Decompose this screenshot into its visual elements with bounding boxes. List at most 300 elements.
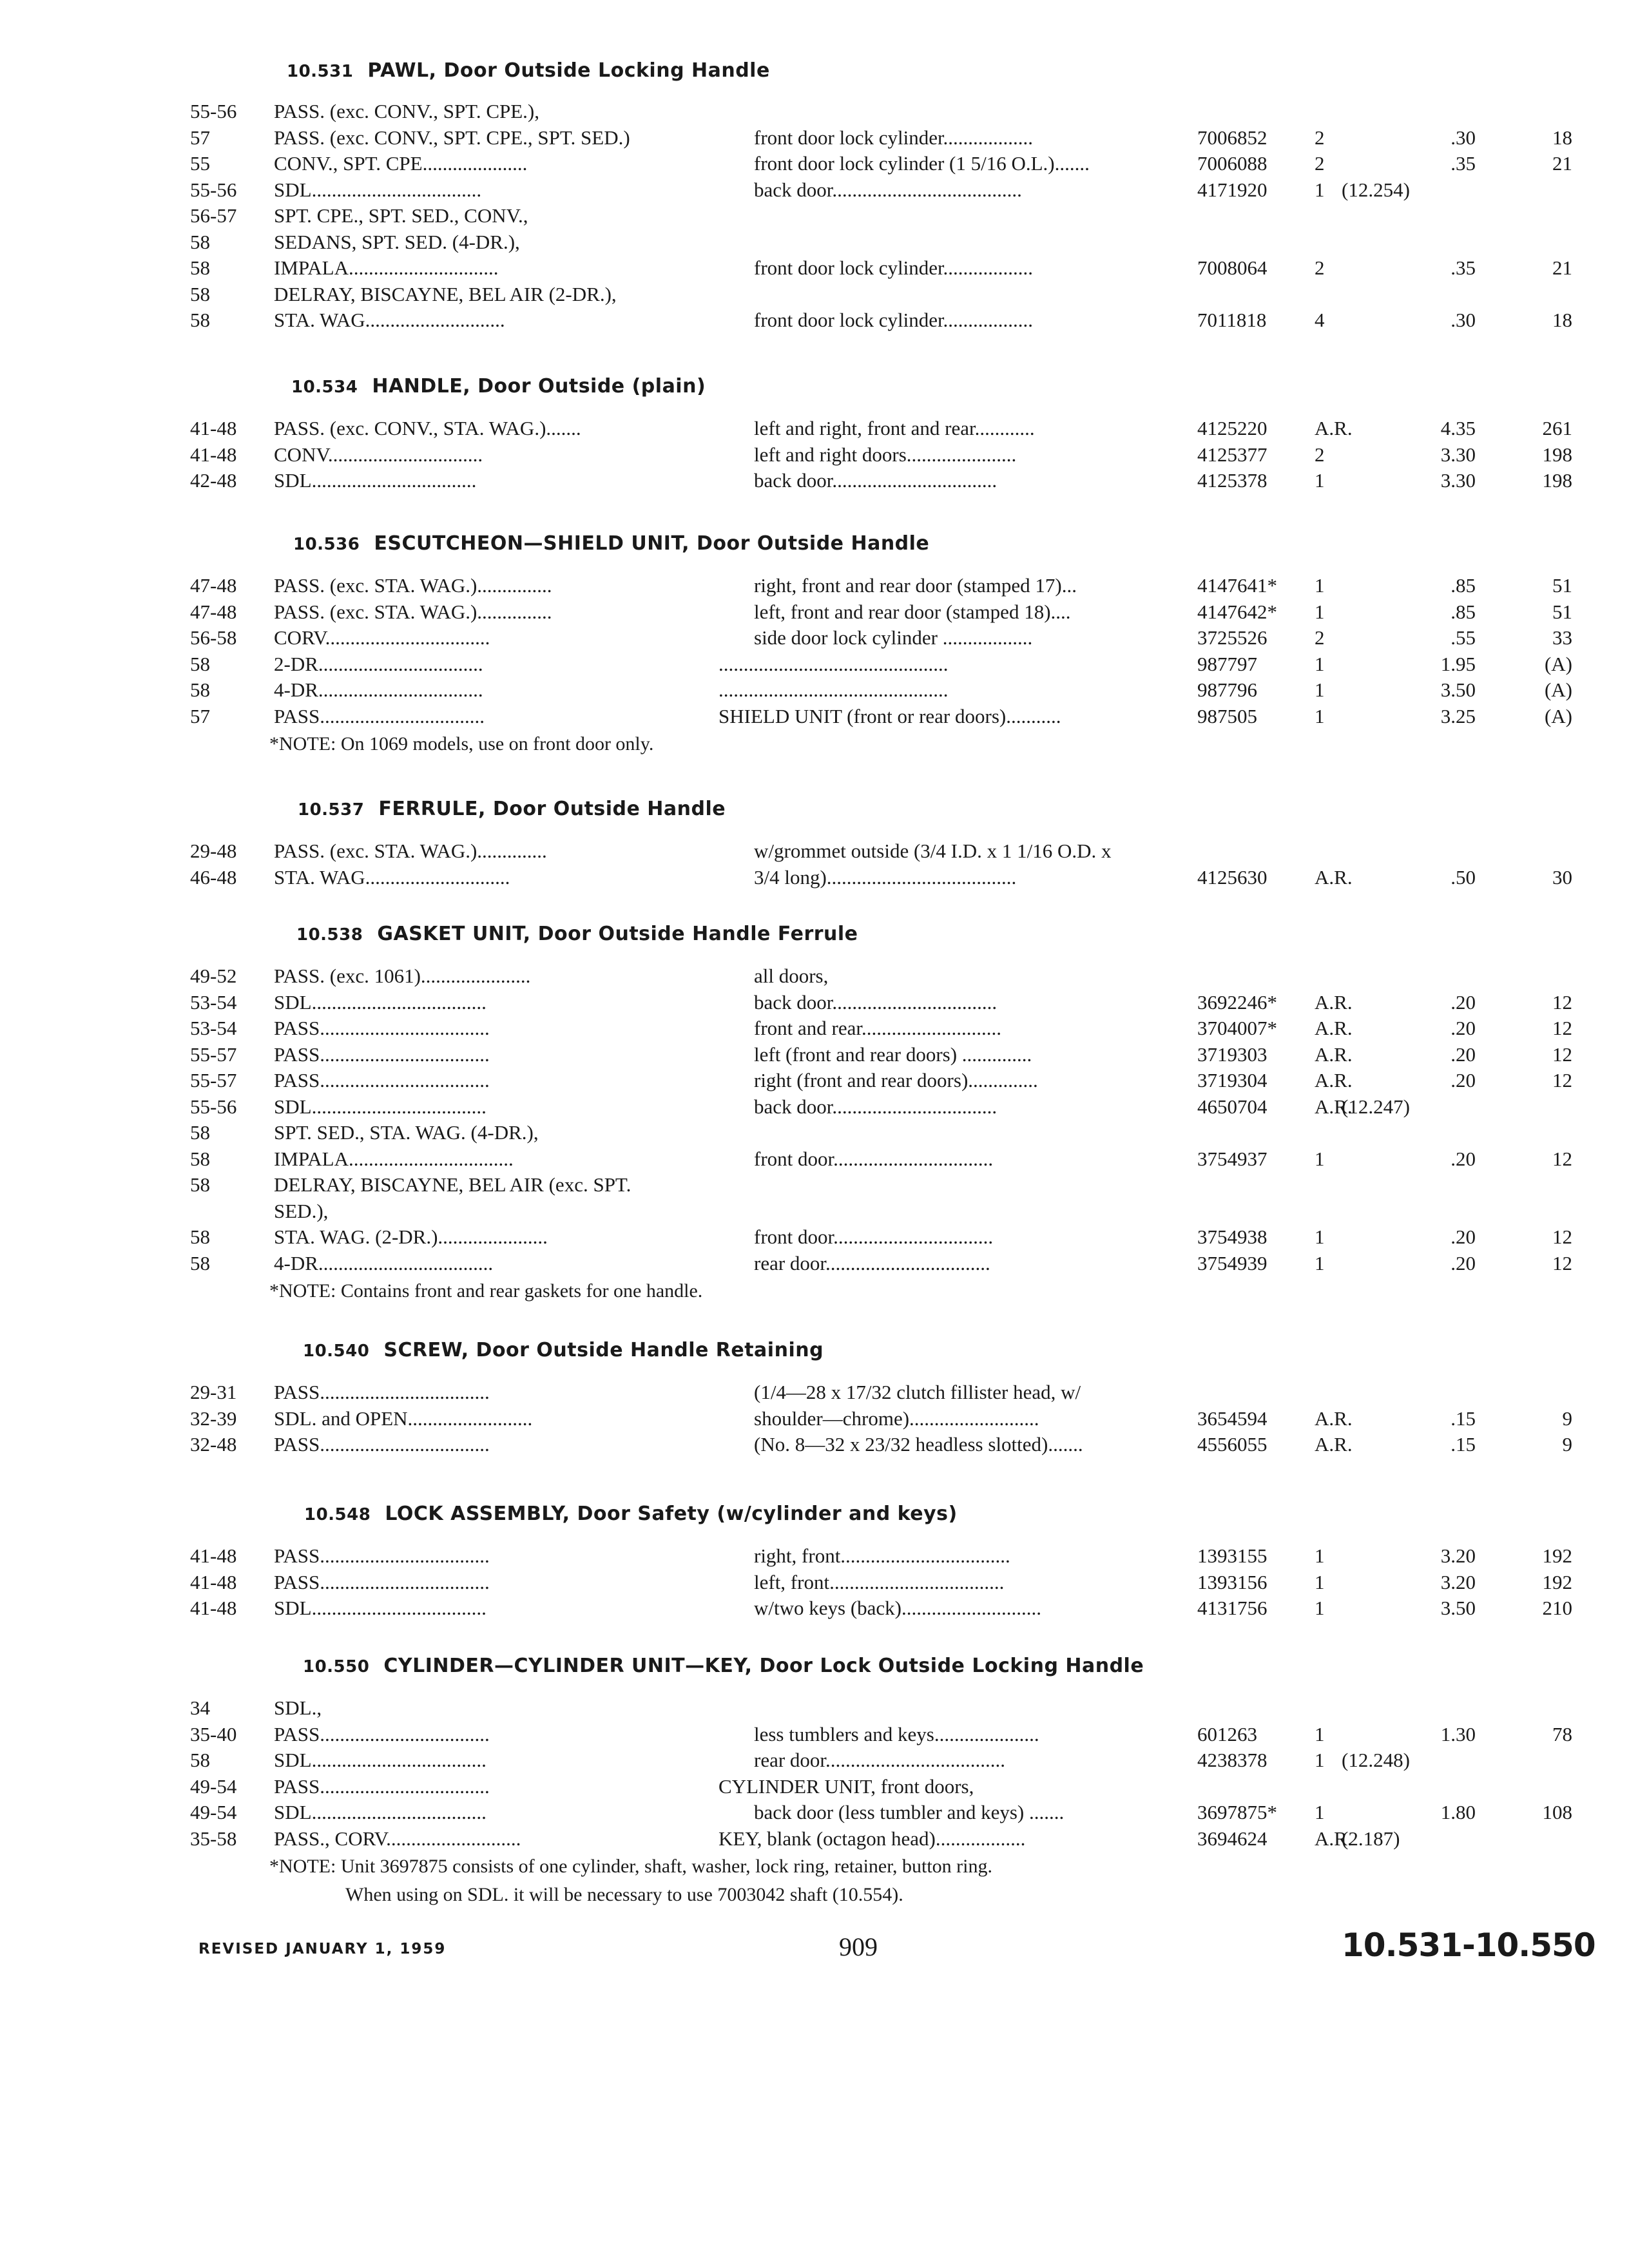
year-cell: 55-57	[190, 1043, 237, 1066]
part-number-cell: 987505	[1197, 704, 1257, 727]
part-number-cell: 7006852	[1197, 126, 1268, 149]
price-cell: 3.50	[1440, 1597, 1476, 1619]
year-cell: 41-48	[190, 1544, 237, 1567]
table-row	[0, 1250, 1629, 1277]
price-cell: .50	[1451, 865, 1476, 889]
table-row	[0, 1198, 1629, 1225]
description-cell: left, front...................................	[754, 1570, 1005, 1593]
table-row	[0, 1542, 1629, 1570]
model-cell: PASS..................................	[274, 1544, 490, 1567]
model-cell: PASS..................................	[274, 1043, 490, 1066]
cost-cell: 33	[1552, 626, 1572, 649]
cost-cell: 21	[1552, 256, 1572, 279]
price-cell: .55	[1451, 626, 1476, 649]
price-cell: 3.25	[1440, 704, 1476, 727]
quantity-cell: 2	[1315, 443, 1325, 466]
model-cell: PASS. (exc. CONV., STA. WAG.).......	[274, 417, 581, 439]
model-cell: PASS. (exc. STA. WAG.)...............	[274, 574, 552, 597]
year-cell: 32-48	[190, 1433, 237, 1456]
quantity-cell: 1	[1315, 1225, 1325, 1248]
part-number-cell: 4147642*	[1197, 600, 1277, 623]
note-line: *NOTE: Unit 3697875 consists of one cylinder, shaft, washer, lock ring, retainer, button ring.	[269, 1856, 992, 1877]
quantity-cell: 1	[1315, 178, 1325, 201]
model-cell: PASS..................................	[274, 1774, 490, 1798]
section-number: 10.531	[287, 62, 354, 81]
price-cell: (12.254)	[1342, 178, 1410, 201]
cost-cell: 108	[1542, 1801, 1572, 1823]
model-cell: SDL...................................	[274, 1095, 487, 1118]
cost-cell: 30	[1552, 865, 1572, 889]
year-cell: 47-48	[190, 600, 237, 623]
section-heading	[291, 375, 706, 398]
description-cell: rear door....................................	[754, 1749, 1006, 1771]
description-cell: front door lock cylinder..................	[754, 309, 1034, 331]
part-number-cell: 4556055	[1197, 1433, 1268, 1456]
part-number-cell: 4125377	[1197, 443, 1268, 466]
model-cell: PASS. (exc. STA. WAG.)..............	[274, 840, 547, 862]
part-number-cell: 4147641*	[1197, 574, 1277, 597]
part-number-cell: 4650704	[1197, 1095, 1268, 1118]
quantity-cell: A.R.	[1315, 1433, 1353, 1456]
description-cell: back door.................................	[754, 1095, 998, 1118]
part-number-cell: 987796	[1197, 678, 1257, 701]
part-number-cell: 987797	[1197, 652, 1257, 675]
part-number-cell: 3719303	[1197, 1043, 1268, 1066]
description-cell: left, front and rear door (stamped 18)....	[754, 600, 1071, 623]
table-row	[0, 989, 1629, 1016]
cost-cell: 51	[1552, 574, 1572, 597]
table-row	[0, 1773, 1629, 1800]
quantity-cell: 1	[1315, 704, 1325, 727]
description-cell: front door................................	[754, 1225, 994, 1248]
part-number-cell: 4125378	[1197, 469, 1268, 492]
quantity-cell: 2	[1315, 256, 1325, 279]
table-row	[0, 1067, 1629, 1094]
price-cell: .20	[1451, 990, 1476, 1014]
year-cell: 42-48	[190, 469, 237, 492]
section-heading	[298, 798, 726, 820]
description-cell: front and rear............................	[754, 1017, 1001, 1039]
cost-cell: (A)	[1544, 704, 1572, 727]
price-cell: .30	[1451, 309, 1476, 331]
price-cell: 3.30	[1440, 469, 1476, 492]
table-row	[0, 1405, 1629, 1432]
part-number-cell: 3704007*	[1197, 1017, 1277, 1039]
year-cell: 58	[190, 1225, 210, 1248]
section-number: 10.534	[291, 378, 358, 397]
cost-cell: 12	[1552, 1043, 1572, 1066]
table-row	[0, 441, 1629, 468]
table-row	[0, 150, 1629, 177]
year-cell: 58	[190, 1173, 210, 1196]
part-number-cell: 3754939	[1197, 1251, 1268, 1274]
year-cell: 57	[190, 704, 210, 727]
model-cell: PASS. (exc. STA. WAG.)...............	[274, 600, 552, 623]
part-number-cell: 3654594	[1197, 1407, 1268, 1430]
description-cell: right, front..................................	[754, 1544, 1010, 1567]
section-title: GASKET UNIT, Door Outside Handle Ferrule	[377, 923, 858, 945]
table-row	[0, 415, 1629, 442]
quantity-cell: 2	[1315, 126, 1325, 149]
section-number: 10.548	[304, 1505, 371, 1524]
price-cell: .20	[1451, 1225, 1476, 1248]
part-number-cell: 7006088	[1197, 152, 1268, 175]
section-title: LOCK ASSEMBLY, Door Safety (w/cylinder and keys)	[385, 1503, 958, 1525]
year-cell: 58	[190, 256, 210, 279]
year-cell: 35-58	[190, 1827, 237, 1850]
cost-cell: 192	[1542, 1544, 1572, 1567]
price-cell: 3.20	[1440, 1570, 1476, 1593]
price-cell: .20	[1451, 1069, 1476, 1091]
quantity-cell: A.R.	[1315, 1069, 1353, 1091]
year-cell: 41-48	[190, 1597, 237, 1619]
quantity-cell: 2	[1315, 626, 1325, 649]
cost-cell: 18	[1552, 309, 1572, 331]
table-row	[0, 599, 1629, 626]
year-cell: 55-56	[190, 1095, 237, 1118]
year-cell: 49-52	[190, 965, 237, 987]
cost-cell: 78	[1552, 1722, 1572, 1745]
model-cell: PASS. (exc. CONV., SPT. CPE., SPT. SED.)	[274, 126, 630, 149]
quantity-cell: 1	[1315, 1544, 1325, 1567]
year-cell: 32-39	[190, 1407, 237, 1430]
model-cell: 4-DR...................................	[274, 1251, 494, 1274]
footer-revised: REVISED JANUARY 1, 1959	[198, 1941, 447, 1957]
note-line: When using on SDL. it will be necessary to use 7003042 shaft (10.554).	[345, 1884, 903, 1905]
model-cell: PASS..................................	[274, 1069, 490, 1091]
model-cell: SDL...................................	[274, 990, 487, 1014]
year-cell: 49-54	[190, 1801, 237, 1823]
price-cell: 1.30	[1440, 1722, 1476, 1745]
cost-cell: 198	[1542, 469, 1572, 492]
section-note	[269, 1852, 992, 1909]
part-number-cell: 4131756	[1197, 1597, 1268, 1619]
description-cell: left (front and rear doors) ..............	[754, 1043, 1032, 1066]
quantity-cell: A.R.	[1315, 1827, 1353, 1850]
quantity-cell: 2	[1315, 152, 1325, 175]
table-row	[0, 124, 1629, 151]
description-cell: ..............................................	[718, 678, 949, 701]
model-cell: 4-DR.................................	[274, 678, 483, 701]
description-cell: w/grommet outside (3/4 I.D. x 1 1/16 O.D. x	[754, 840, 1112, 862]
description-cell: back door.................................	[754, 990, 998, 1014]
model-cell: PASS.................................	[274, 704, 485, 727]
year-cell: 58	[190, 1251, 210, 1274]
table-row	[0, 1119, 1629, 1146]
model-cell: STA. WAG............................	[274, 309, 505, 331]
year-cell: 58	[190, 230, 210, 253]
model-cell: PASS..................................	[274, 1381, 490, 1403]
cost-cell: 210	[1542, 1597, 1572, 1619]
model-cell: SDL...................................	[274, 1749, 487, 1771]
quantity-cell: 1	[1315, 1251, 1325, 1274]
footer-section-range: 10.531-10.550	[1342, 1927, 1595, 1964]
description-cell: side door lock cylinder ..................	[754, 626, 1033, 649]
price-cell: .15	[1451, 1433, 1476, 1456]
description-cell: w/two keys (back)............................	[754, 1597, 1041, 1619]
quantity-cell: A.R.	[1315, 1017, 1353, 1039]
year-cell: 49-54	[190, 1774, 237, 1798]
table-row	[0, 467, 1629, 494]
table-row	[0, 1015, 1629, 1042]
description-cell: SHIELD UNIT (front or rear doors)...........	[718, 704, 1061, 727]
description-cell: KEY, blank (octagon head)..................	[718, 1827, 1026, 1850]
year-cell: 58	[190, 282, 210, 305]
description-cell: less tumblers and keys.....................	[754, 1722, 1039, 1745]
quantity-cell: 1	[1315, 1749, 1325, 1771]
year-cell: 46-48	[190, 865, 237, 889]
cost-cell: 51	[1552, 600, 1572, 623]
table-row	[0, 1171, 1629, 1198]
table-row	[0, 177, 1629, 204]
table-row	[0, 98, 1629, 125]
part-number-cell: 4238378	[1197, 1749, 1268, 1771]
year-cell: 58	[190, 652, 210, 675]
model-cell: STA. WAG.............................	[274, 865, 510, 889]
description-cell: (No. 8—32 x 23/32 headless slotted).......	[754, 1433, 1083, 1456]
price-cell: .20	[1451, 1251, 1476, 1274]
part-number-cell: 3694624	[1197, 1827, 1268, 1850]
section-number: 10.537	[298, 800, 365, 820]
description-cell: back door.................................	[754, 469, 998, 492]
year-cell: 55-57	[190, 1069, 237, 1091]
model-cell: PASS..................................	[274, 1570, 490, 1593]
section-number: 10.538	[296, 925, 363, 945]
year-cell: 53-54	[190, 1017, 237, 1039]
section-title: ESCUTCHEON—SHIELD UNIT, Door Outside Handle	[374, 532, 930, 555]
description-cell: back door......................................	[754, 178, 1022, 201]
model-cell: SDL...................................	[274, 1801, 487, 1823]
table-row	[0, 677, 1629, 704]
price-cell: .85	[1451, 574, 1476, 597]
price-cell: (12.248)	[1342, 1749, 1410, 1771]
year-cell: 55	[190, 152, 210, 175]
description-cell: front door................................	[754, 1147, 994, 1170]
quantity-cell: A.R.	[1315, 417, 1353, 439]
cost-cell: 12	[1552, 1251, 1572, 1274]
price-cell: .20	[1451, 1017, 1476, 1039]
quantity-cell: 1	[1315, 1597, 1325, 1619]
part-number-cell: 3697875*	[1197, 1801, 1277, 1823]
quantity-cell: 1	[1315, 600, 1325, 623]
table-row	[0, 572, 1629, 599]
price-cell: 3.30	[1440, 443, 1476, 466]
part-number-cell: 3754937	[1197, 1147, 1268, 1170]
table-row	[0, 1569, 1629, 1596]
cost-cell: 192	[1542, 1570, 1572, 1593]
year-cell: 58	[190, 309, 210, 331]
year-cell: 35-40	[190, 1722, 237, 1745]
cost-cell: (A)	[1544, 652, 1572, 675]
description-cell: all doors,	[754, 965, 829, 987]
table-row	[0, 1431, 1629, 1458]
price-cell: 1.95	[1440, 652, 1476, 675]
model-cell: PASS. (exc. CONV., SPT. CPE.),	[274, 100, 539, 122]
price-cell: (12.247)	[1342, 1095, 1410, 1118]
part-number-cell: 1393156	[1197, 1570, 1268, 1593]
description-cell: front door lock cylinder (1 5/16 O.L.).......	[754, 152, 1090, 175]
part-number-cell: 4125630	[1197, 865, 1268, 889]
year-cell: 58	[190, 678, 210, 701]
year-cell: 53-54	[190, 990, 237, 1014]
model-cell: SDL.,	[274, 1696, 322, 1719]
table-row	[0, 1379, 1629, 1406]
price-cell: .30	[1451, 126, 1476, 149]
cost-cell: (A)	[1544, 678, 1572, 701]
cost-cell: 12	[1552, 1017, 1572, 1039]
model-cell: PASS..................................	[274, 1017, 490, 1039]
year-cell: 56-57	[190, 204, 237, 227]
price-cell: 1.80	[1440, 1801, 1476, 1823]
model-cell: PASS..................................	[274, 1433, 490, 1456]
price-cell: .20	[1451, 1147, 1476, 1170]
table-row	[0, 255, 1629, 282]
quantity-cell: A.R.	[1315, 865, 1353, 889]
quantity-cell: 1	[1315, 678, 1325, 701]
table-row	[0, 307, 1629, 334]
model-cell: SEDANS, SPT. SED. (4-DR.),	[274, 230, 520, 253]
part-number-cell: 3692246*	[1197, 990, 1277, 1014]
model-cell: SDL.................................	[274, 469, 477, 492]
section-heading	[287, 59, 770, 82]
model-cell: DELRAY, BISCAYNE, BEL AIR (exc. SPT.	[274, 1173, 631, 1196]
table-row	[0, 1093, 1629, 1120]
table-row	[0, 1595, 1629, 1622]
table-row	[0, 1799, 1629, 1826]
model-cell: IMPALA.................................	[274, 1147, 514, 1170]
section-number: 10.550	[303, 1657, 370, 1677]
quantity-cell: 1	[1315, 469, 1325, 492]
model-cell: SPT. CPE., SPT. SED., CONV.,	[274, 204, 528, 227]
section-title: SCREW, Door Outside Handle Retaining	[383, 1339, 824, 1361]
table-row	[0, 281, 1629, 308]
part-number-cell: 1393155	[1197, 1544, 1268, 1567]
model-cell: SDL...................................	[274, 1597, 487, 1619]
table-row	[0, 1146, 1629, 1173]
model-cell: PASS..................................	[274, 1722, 490, 1745]
price-cell: .85	[1451, 600, 1476, 623]
description-cell: right (front and rear doors)..............	[754, 1069, 1038, 1091]
quantity-cell: 1	[1315, 652, 1325, 675]
cost-cell: 9	[1562, 1433, 1572, 1456]
description-cell: CYLINDER UNIT, front doors,	[718, 1774, 974, 1798]
part-number-cell: 4125220	[1197, 417, 1268, 439]
quantity-cell: A.R.	[1315, 1407, 1353, 1430]
note-line: *NOTE: On 1069 models, use on front door only.	[269, 733, 654, 754]
cost-cell: 261	[1542, 417, 1572, 439]
part-number-cell: 3719304	[1197, 1069, 1268, 1091]
table-row	[0, 963, 1629, 990]
table-row	[0, 838, 1629, 865]
model-cell: PASS. (exc. 1061)......................	[274, 965, 531, 987]
model-cell: PASS., CORV...........................	[274, 1827, 521, 1850]
quantity-cell: 1	[1315, 1147, 1325, 1170]
price-cell: 4.35	[1440, 417, 1476, 439]
table-row	[0, 703, 1629, 730]
section-title: FERRULE, Door Outside Handle	[378, 798, 726, 820]
quantity-cell: A.R.	[1315, 990, 1353, 1014]
table-row	[0, 1721, 1629, 1748]
model-cell: CONV., SPT. CPE.....................	[274, 152, 528, 175]
part-number-cell: 4171920	[1197, 178, 1268, 201]
price-cell: 3.20	[1440, 1544, 1476, 1567]
year-cell: 58	[190, 1147, 210, 1170]
quantity-cell: 1	[1315, 574, 1325, 597]
year-cell: 55-56	[190, 178, 237, 201]
section-note	[269, 1277, 702, 1305]
quantity-cell: 1	[1315, 1801, 1325, 1823]
table-row	[0, 624, 1629, 651]
year-cell: 41-48	[190, 443, 237, 466]
quantity-cell: 1	[1315, 1570, 1325, 1593]
part-number-cell: 7008064	[1197, 256, 1268, 279]
cost-cell: 12	[1552, 1225, 1572, 1248]
table-row	[0, 229, 1629, 256]
description-cell: shoulder—chrome)..........................	[754, 1407, 1039, 1430]
quantity-cell: A.R.	[1315, 1095, 1353, 1118]
section-heading	[293, 532, 929, 555]
price-cell: 3.50	[1440, 678, 1476, 701]
table-row	[0, 202, 1629, 229]
description-cell: left and right, front and rear............	[754, 417, 1035, 439]
model-cell: SDL. and OPEN.........................	[274, 1407, 533, 1430]
description-cell: 3/4 long)......................................	[754, 865, 1017, 889]
cost-cell: 21	[1552, 152, 1572, 175]
section-number: 10.536	[293, 535, 360, 554]
quantity-cell: A.R.	[1315, 1043, 1353, 1066]
description-cell: back door (less tumbler and keys) .......	[754, 1801, 1065, 1823]
year-cell: 55-56	[190, 100, 237, 122]
table-row	[0, 1695, 1629, 1722]
cost-cell: 12	[1552, 1147, 1572, 1170]
year-cell: 29-48	[190, 840, 237, 862]
section-heading	[304, 1503, 958, 1525]
description-cell: ..............................................	[718, 652, 949, 675]
model-cell: SED.),	[274, 1199, 329, 1222]
table-row	[0, 864, 1629, 891]
description-cell: left and right doors......................	[754, 443, 1017, 466]
cost-cell: 9	[1562, 1407, 1572, 1430]
part-number-cell: 7011818	[1197, 309, 1267, 331]
model-cell: 2-DR.................................	[274, 652, 483, 675]
model-cell: CORV.................................	[274, 626, 490, 649]
price-cell: (2.187)	[1342, 1827, 1400, 1850]
model-cell: CONV...............................	[274, 443, 483, 466]
price-cell: .35	[1451, 256, 1476, 279]
section-title: CYLINDER—CYLINDER UNIT—KEY, Door Lock Outside Locking Handle	[383, 1655, 1144, 1677]
description-cell: front door lock cylinder..................	[754, 256, 1034, 279]
description-cell: rear door.................................	[754, 1251, 990, 1274]
price-cell: .15	[1451, 1407, 1476, 1430]
model-cell: SPT. SED., STA. WAG. (4-DR.),	[274, 1121, 539, 1144]
table-row	[0, 1747, 1629, 1774]
year-cell: 58	[190, 1749, 210, 1771]
year-cell: 56-58	[190, 626, 237, 649]
section-title: HANDLE, Door Outside (plain)	[372, 375, 706, 398]
model-cell: IMPALA..............................	[274, 256, 499, 279]
table-row	[0, 1825, 1629, 1852]
section-title: PAWL, Door Outside Locking Handle	[367, 59, 770, 82]
price-cell: .35	[1451, 152, 1476, 175]
section-note	[269, 730, 653, 758]
cost-cell: 12	[1552, 1069, 1572, 1091]
year-cell: 34	[190, 1696, 210, 1719]
cost-cell: 12	[1552, 990, 1572, 1014]
description-cell: (1/4—28 x 17/32 clutch fillister head, w/	[754, 1381, 1081, 1403]
year-cell: 47-48	[190, 574, 237, 597]
model-cell: SDL..................................	[274, 178, 482, 201]
part-number-cell: 3725526	[1197, 626, 1268, 649]
